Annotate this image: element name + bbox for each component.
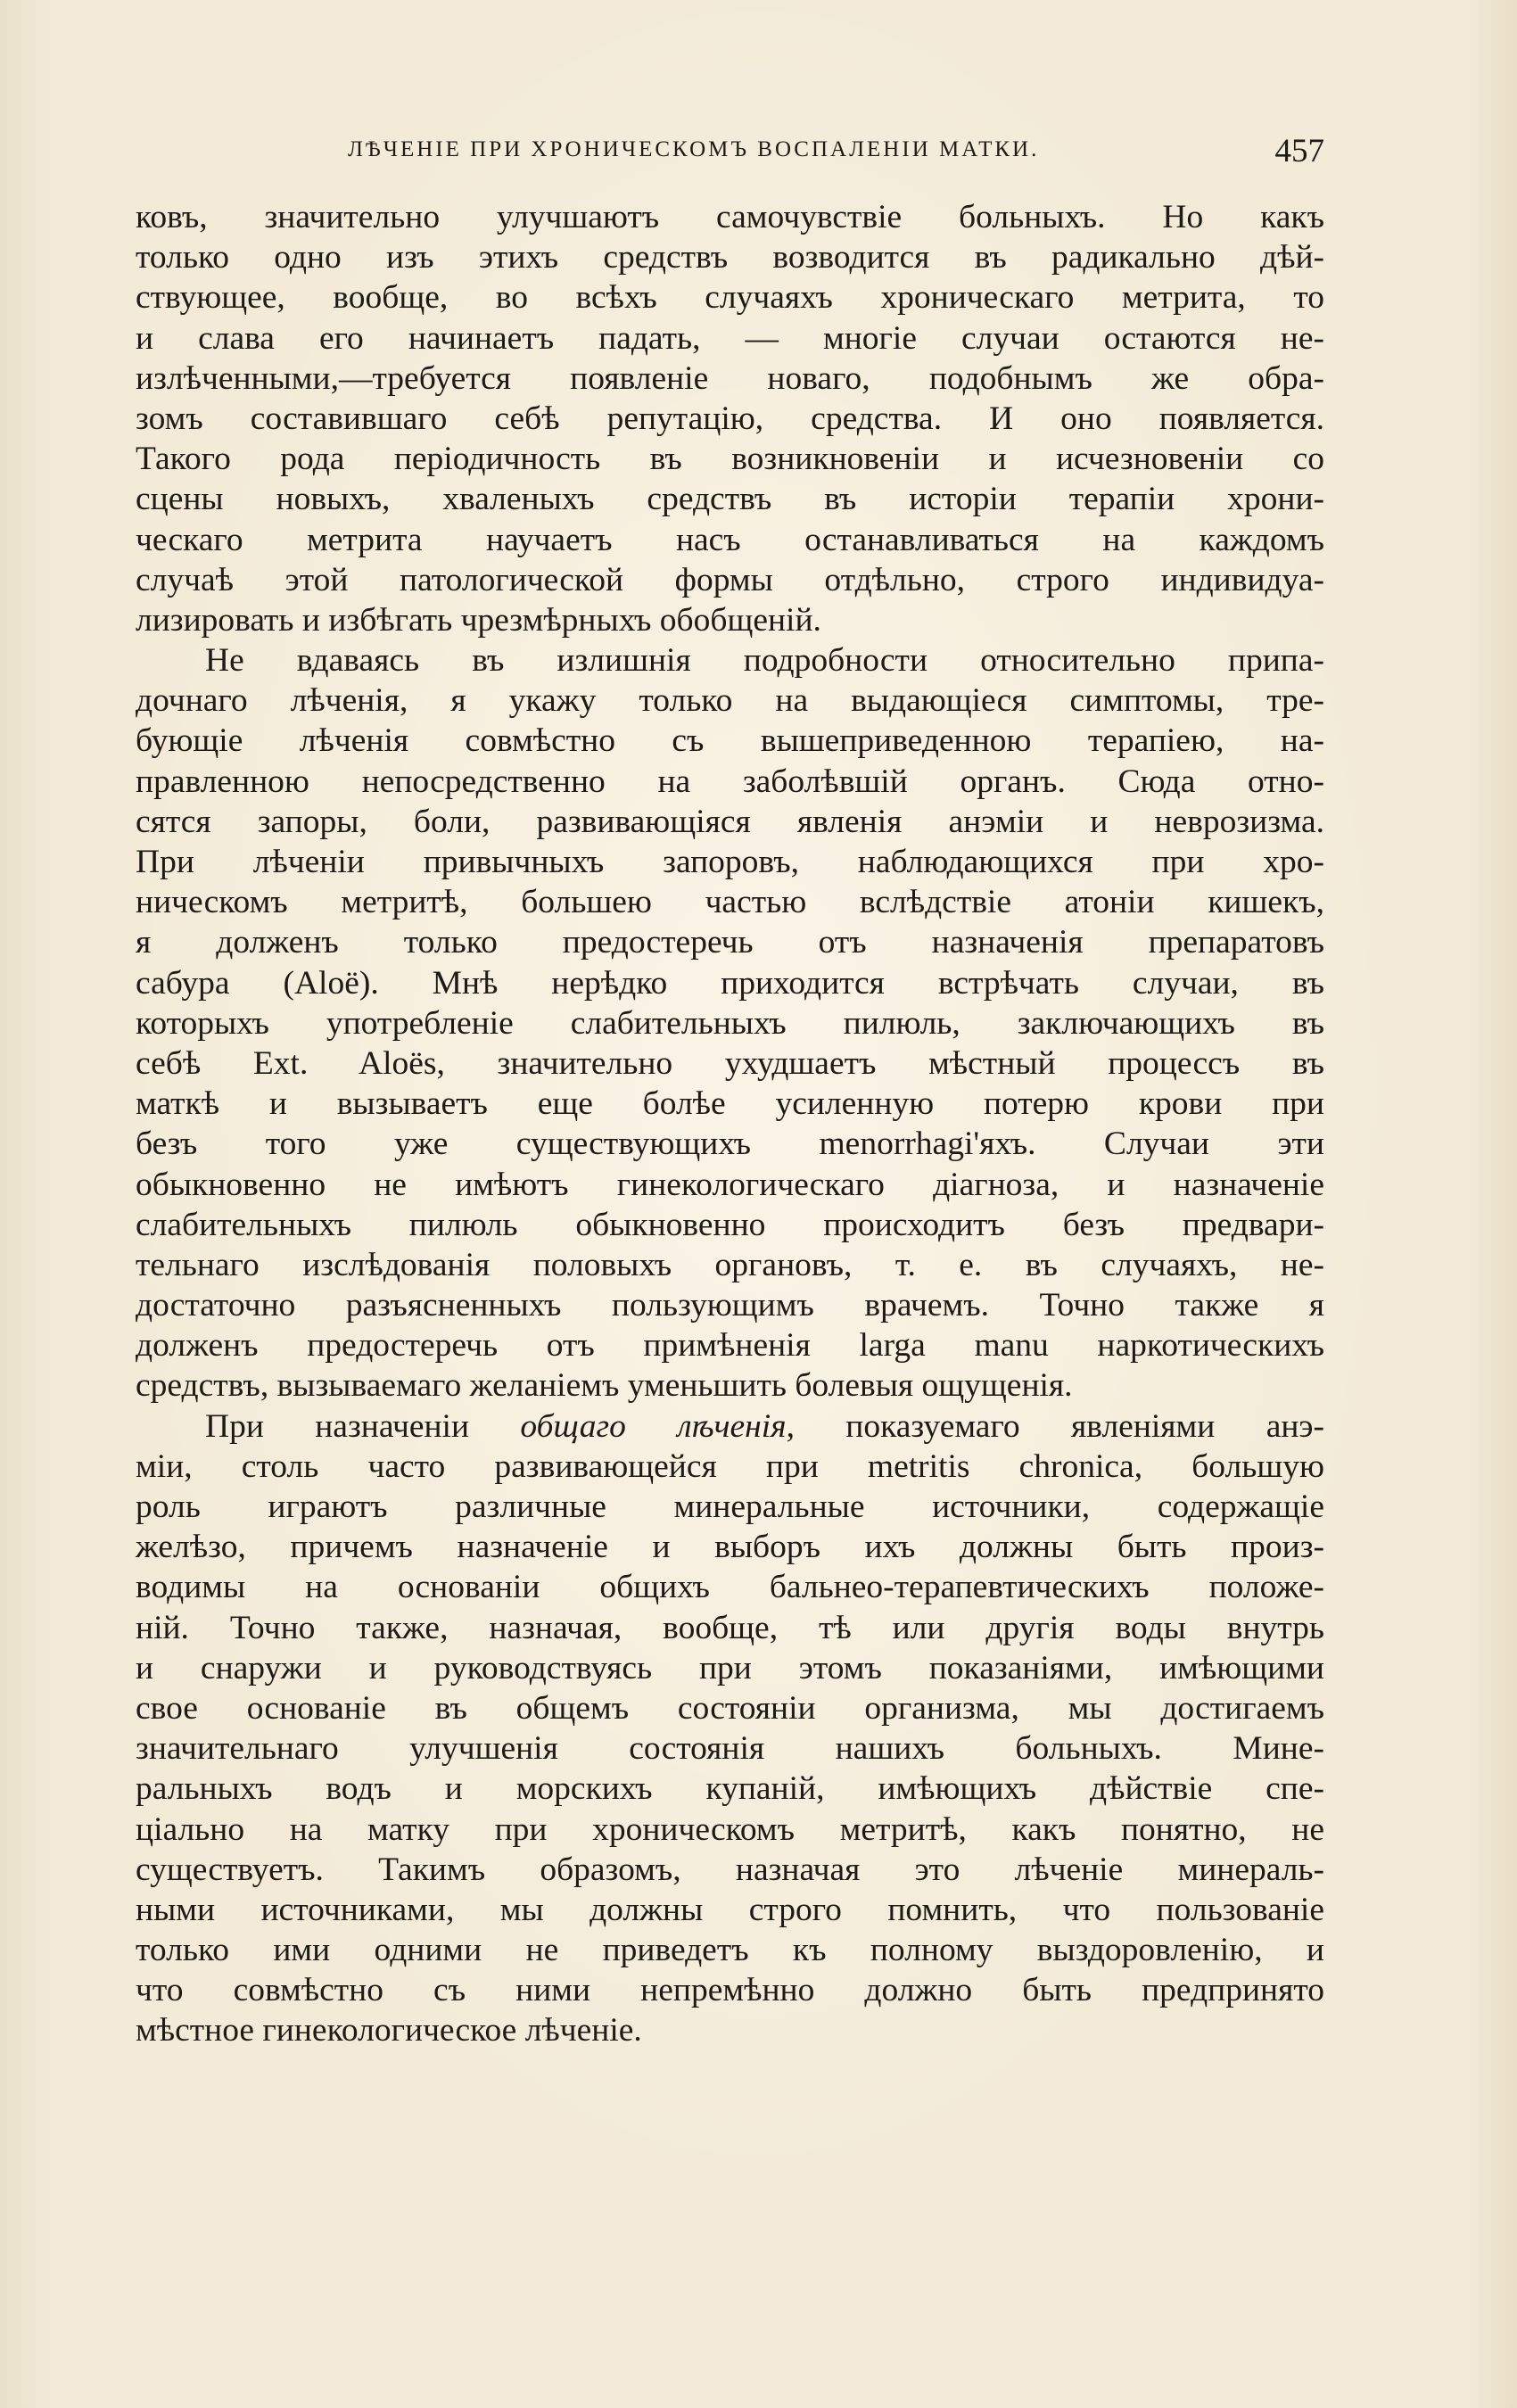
- text-line: мѣстное гинекологическое лѣченіе.: [136, 2012, 642, 2049]
- text-line: сятся запоры, боли, развивающіяся явленія анэміи и неврозизма.: [136, 803, 1324, 840]
- text-line: зомъ составившаго себѣ репутацію, средства. И оно появляется.: [136, 400, 1324, 437]
- text-line: достаточно разъясненныхъ пользующимъ врачемъ. Точно также я: [136, 1287, 1324, 1324]
- text-line: существуетъ. Такимъ образомъ, назначая это лѣченіе минераль-: [136, 1851, 1324, 1888]
- text-line: ній. Точно также, назначая, вообще, тѣ или другія воды внутрь: [136, 1609, 1324, 1646]
- text-line-with-italic: При назначеніи общаго лѣченія, показуемаго явленіями анэ-: [205, 1407, 1324, 1445]
- text-line: и снаружи и руководствуясь при этомъ показаніями, имѣющими: [136, 1649, 1324, 1686]
- text-line: тельнаго изслѣдованія половыхъ органовъ, т. е. въ случаяхъ, не-: [136, 1246, 1324, 1283]
- text-line: сабура (Aloë). Мнѣ нерѣдко приходится встрѣчать случаи, въ: [136, 964, 1324, 1002]
- text-line: ными источниками, мы должны строго помнить, что пользованіе: [136, 1891, 1324, 1928]
- italic-phrase: общаго лѣченія: [520, 1407, 787, 1445]
- text-line: я долженъ только предостеречь отъ назначенія препаратовъ: [136, 924, 1324, 961]
- text-line: что совмѣстно съ ними непремѣнно должно быть предпринято: [136, 1972, 1324, 2009]
- page-header: [348, 132, 1324, 168]
- text-line: слабительныхъ пилюль обыкновенно происходитъ безъ предвари-: [136, 1206, 1324, 1243]
- text-line: безъ того уже существующихъ menorrhagi'яхъ. Случаи эти: [136, 1126, 1324, 1163]
- text-line: случаѣ этой патологической формы отдѣльно, строго индивидуа-: [136, 561, 1324, 598]
- text-line: излѣченными,—требуется появленіе новаго, подобнымъ же обра-: [136, 359, 1324, 397]
- text-line: себѣ Ext. Aloës, значительно ухудшаетъ мѣстный процессъ въ: [136, 1044, 1324, 1082]
- text-line: значительнаго улучшенія состоянія нашихъ больныхъ. Мине-: [136, 1730, 1324, 1768]
- text-line: и слава его начинаетъ падать, — многіе случаи остаются не-: [136, 319, 1324, 357]
- text-line: ческаго метрита научаетъ насъ останавливаться на каждомъ: [136, 521, 1324, 558]
- text-line: ническомъ метритѣ, большею частью вслѣдствіе атоніи кишекъ,: [136, 884, 1324, 921]
- text-line: лизировать и избѣгать чрезмѣрныхъ обобщеній.: [136, 601, 821, 639]
- text-line: которыхъ употребленіе слабительныхъ пилюль, заключающихъ въ: [136, 1004, 1324, 1042]
- text-line: міи, столь часто развивающейся при metritis chronica, большую: [136, 1447, 1324, 1485]
- text-line: Такого рода періодичность въ возникновеніи и исчезновеніи со: [136, 441, 1324, 478]
- text-line: При лѣченіи привычныхъ запоровъ, наблюдающихся при хро-: [136, 844, 1324, 880]
- text-line: обыкновенно не имѣютъ гинекологическаго діагноза, и назначеніе: [136, 1166, 1324, 1203]
- text-line: Не вдаваясь въ излишнія подробности относительно припа-: [205, 642, 1324, 680]
- text-line: роль играютъ различные минеральные источники, содержащіе: [136, 1489, 1324, 1525]
- text-line: правленною непосредственно на заболѣвшій органъ. Сюда отно-: [136, 763, 1324, 800]
- text-line: бующіе лѣченія совмѣстно съ вышеприведенною терапіею, на-: [136, 722, 1324, 760]
- text-line: средствъ, вызываемаго желаніемъ уменьшить болевыя ощущенія.: [136, 1367, 1073, 1405]
- text-line: ральныхъ водъ и морскихъ купаній, имѣющихъ дѣйствіе спе-: [136, 1770, 1324, 1808]
- text-line: только одно изъ этихъ средствъ возводится въ радикально дѣй-: [136, 239, 1324, 276]
- text-line: дочнаго лѣченія, я укажу только на выдающіеся симптомы, тре-: [136, 682, 1324, 720]
- body-text: [136, 197, 1324, 2051]
- text-line: маткѣ и вызываетъ еще болѣе усиленную потерю крови при: [136, 1085, 1324, 1123]
- text-line: желѣзо, причемъ назначеніе и выборъ ихъ должны быть произ-: [136, 1529, 1324, 1566]
- paragraph-2: [136, 640, 1324, 1406]
- text-line: свое основаніе въ общемъ состояніи организма, мы достигаемъ: [136, 1689, 1324, 1727]
- page-number: 457: [1274, 133, 1324, 169]
- text-line: ствующее, вообще, во всѣхъ случаяхъ хроническаго метрита, то: [136, 279, 1324, 317]
- text-line: только ими одними не приведетъ къ полному выздоровленію, и: [136, 1932, 1324, 1969]
- text-line: водимы на основаніи общихъ бальнео-терапевтическихъ положе-: [136, 1569, 1324, 1606]
- text-line: сцены новыхъ, хваленыхъ средствъ въ исторіи терапіи хрони-: [136, 481, 1324, 518]
- text-line: ковъ, значительно улучшаютъ самочувствіе больныхъ. Но какъ: [136, 199, 1324, 235]
- running-title: ЛѢЧЕНІЕ ПРИ ХРОНИЧЕСКОМЪ ВОСПАЛЕНІИ МАТКИ.: [348, 137, 1040, 161]
- text-line: ціально на матку при хроническомъ метритѣ, какъ понятно, не: [136, 1810, 1324, 1848]
- text-line: долженъ предостеречь отъ примѣненія larga manu наркотическихъ: [136, 1327, 1324, 1365]
- paragraph-3: [136, 1406, 1324, 2051]
- paragraph-1: [136, 197, 1324, 640]
